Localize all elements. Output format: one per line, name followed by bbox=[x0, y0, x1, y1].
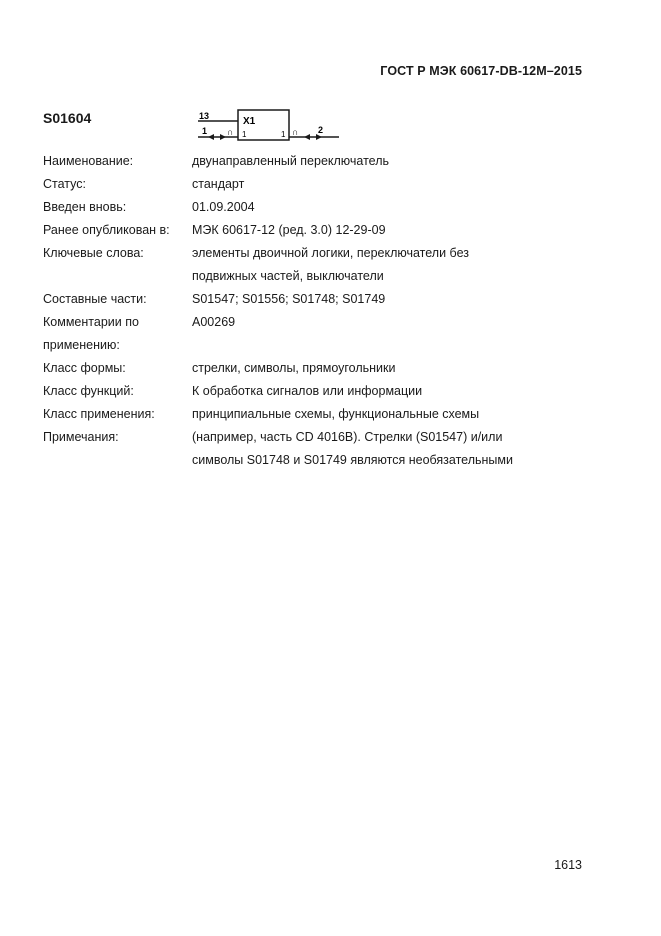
field-value bbox=[192, 403, 603, 426]
field-list bbox=[43, 150, 603, 472]
field-row bbox=[43, 288, 603, 311]
field-value bbox=[192, 288, 603, 311]
field-label: применению: bbox=[43, 338, 120, 352]
box-right-1: 1 bbox=[281, 130, 286, 139]
field-row bbox=[43, 219, 603, 242]
field-label: Ранее опубликован в: bbox=[43, 223, 170, 237]
field-row bbox=[43, 357, 603, 380]
box-left-1: 1 bbox=[242, 130, 247, 139]
symbol-label-1: 1 bbox=[202, 126, 208, 136]
field-value bbox=[192, 173, 603, 196]
field-label: Комментарии по bbox=[43, 315, 139, 329]
page-number: 1613 bbox=[554, 858, 582, 872]
field-label: Статус: bbox=[43, 177, 86, 191]
field-value-line: S01547; S01556; S01748; S01749 bbox=[192, 292, 386, 306]
field-value bbox=[192, 380, 603, 403]
field-value bbox=[192, 150, 603, 173]
field-value-line bbox=[192, 334, 603, 357]
field-label: Класс формы: bbox=[43, 361, 126, 375]
field-row bbox=[43, 311, 603, 334]
switch-symbol-diagram bbox=[198, 108, 340, 142]
field-label: Класс функций: bbox=[43, 384, 134, 398]
symbol-label-2: 2 bbox=[318, 125, 324, 135]
field-value-line: (например, часть CD 4016В). Стрелки (S01547) и/или bbox=[192, 430, 503, 444]
field-value-line: МЭК 60617-12 (ред. 3.0) 12-29-09 bbox=[192, 223, 386, 237]
field-value-line: подвижных частей, выключатели bbox=[192, 269, 384, 283]
field-value bbox=[192, 311, 603, 334]
field-value-line: двунаправленный переключатель bbox=[192, 154, 390, 168]
loop-left-icon: ∩ bbox=[227, 127, 234, 137]
field-value bbox=[192, 357, 603, 380]
field-label: Класс применения: bbox=[43, 407, 155, 421]
field-row bbox=[43, 173, 603, 196]
field-value-line: стрелки, символы, прямоугольники bbox=[192, 361, 396, 375]
field-label: Составные части: bbox=[43, 292, 147, 306]
field-label: Введен вновь: bbox=[43, 200, 127, 214]
box-label-x1: X1 bbox=[243, 116, 256, 127]
field-value-line: элементы двоичной логики, переключатели без bbox=[192, 246, 469, 260]
document-header: ГОСТ Р МЭК 60617-DB-12M–2015 bbox=[380, 64, 582, 78]
field-row bbox=[43, 242, 603, 288]
field-row bbox=[43, 403, 603, 426]
field-row bbox=[43, 196, 603, 219]
field-value-line: К обработка сигналов или информации bbox=[192, 384, 423, 398]
field-value-line: A00269 bbox=[192, 315, 236, 329]
field-row bbox=[43, 426, 603, 472]
field-value-line: принципиальные схемы, функциональные схемы bbox=[192, 407, 480, 421]
field-row bbox=[43, 150, 603, 173]
field-value bbox=[192, 242, 603, 288]
field-label: Примечания: bbox=[43, 430, 119, 444]
field-row bbox=[43, 380, 603, 403]
field-row bbox=[43, 334, 603, 357]
field-value-line: 01.09.2004 bbox=[192, 200, 255, 214]
symbol-code: S01604 bbox=[43, 110, 92, 126]
field-value bbox=[192, 219, 603, 242]
field-value bbox=[192, 334, 603, 357]
field-label: Наименование: bbox=[43, 154, 134, 168]
loop-right-icon: ∩ bbox=[292, 127, 299, 137]
field-value bbox=[192, 426, 603, 472]
field-value-line: стандарт bbox=[192, 177, 245, 191]
field-label: Ключевые слова: bbox=[43, 246, 144, 260]
symbol-label-13: 13 bbox=[199, 111, 210, 121]
field-value-line: символы S01748 и S01749 являются необязательными bbox=[192, 453, 513, 467]
field-value bbox=[192, 196, 603, 219]
